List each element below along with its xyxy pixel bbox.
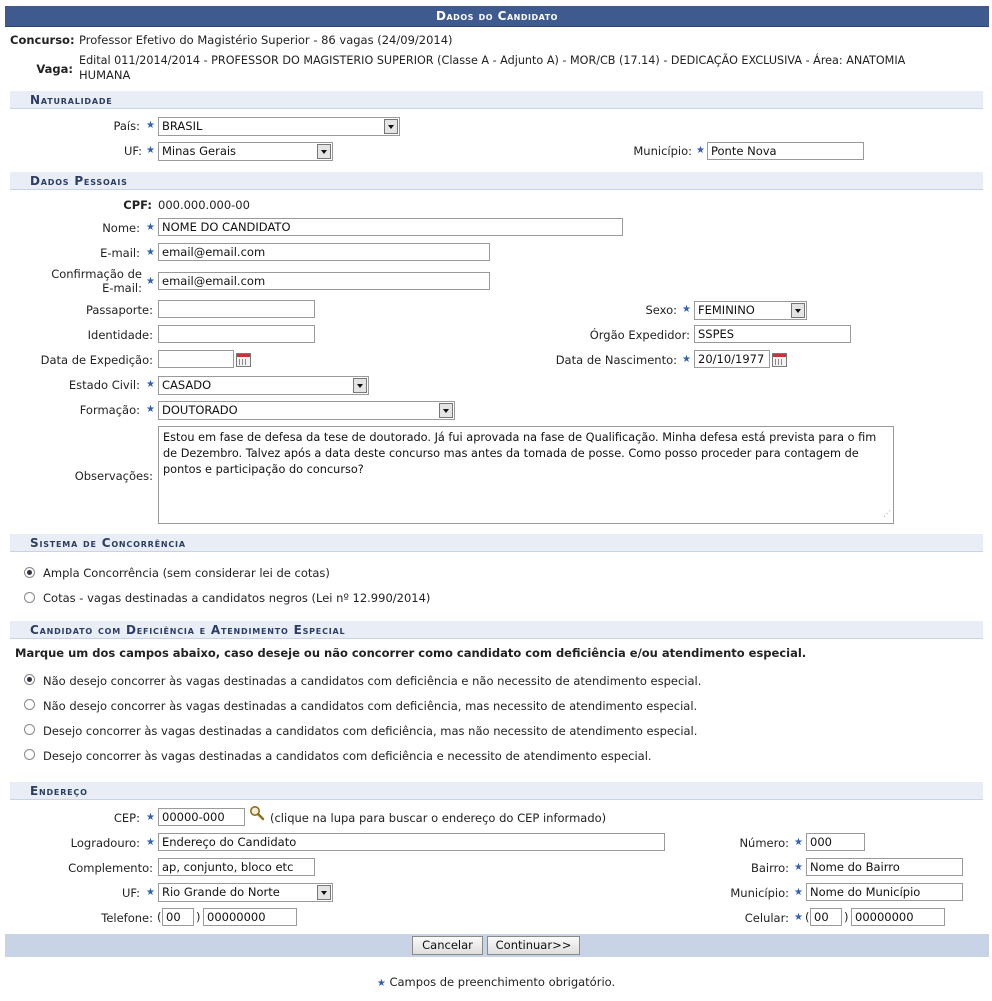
footer-text: Campos de preenchimento obrigatório.: [389, 975, 616, 989]
calendar-icon[interactable]: [236, 353, 251, 367]
observacoes-label: Observações:: [74, 469, 153, 483]
pais-select[interactable]: BRASIL: [158, 117, 400, 136]
required-star-icon: ★: [146, 276, 155, 287]
celular-paren-open: (: [805, 910, 810, 924]
telefone-label: Telefone:: [101, 911, 153, 925]
radio-ampla-concorrencia[interactable]: [24, 567, 35, 578]
municipio-endereco-input[interactable]: Nome do Município: [806, 883, 963, 901]
confirm-email-label-1: Confirmação de: [51, 267, 142, 281]
chevron-down-icon: [384, 119, 398, 134]
footer-note: [0, 975, 992, 989]
data-nascimento-label: Data de Nascimento:: [555, 353, 677, 367]
required-star-icon: ★: [794, 862, 803, 873]
cep-input[interactable]: 00000-000: [158, 808, 245, 826]
radio-deficiencia-option[interactable]: [24, 749, 35, 760]
concurso-value: Professor Efetivo do Magistério Superior - 86 vagas (24/09/2014): [79, 33, 453, 47]
celular-input[interactable]: 00000000: [851, 908, 945, 926]
radio-label: Não desejo concorrer às vagas destinadas a candidatos com deficiência, mas necessito de atendimento especial.: [43, 699, 698, 713]
complemento-input[interactable]: ap, conjunto, bloco etc: [158, 858, 315, 876]
data-expedicao-label: Data de Expedição:: [40, 353, 153, 367]
data-expedicao-input[interactable]: [158, 350, 234, 368]
required-star-icon: ★: [376, 978, 386, 989]
required-star-icon: ★: [794, 912, 803, 923]
required-star-icon: ★: [146, 222, 155, 233]
chevron-down-icon: [439, 403, 453, 418]
nome-label: Nome:: [102, 221, 140, 235]
section-endereco: Endereço: [10, 782, 983, 800]
municipio-input[interactable]: Ponte Nova: [707, 142, 864, 160]
telefone-paren-open: (: [157, 910, 162, 924]
logradouro-input[interactable]: Endereço do Candidato: [158, 833, 665, 851]
cep-hint: (clique na lupa para buscar o endereço do CEP informado): [270, 811, 607, 825]
concurso-label: Concurso:: [10, 33, 75, 47]
bairro-label: Bairro:: [750, 861, 789, 875]
search-icon[interactable]: [249, 805, 265, 821]
estado-civil-select[interactable]: CASADO: [158, 376, 369, 395]
identidade-label: Identidade:: [87, 328, 153, 342]
radio-deficiencia-option[interactable]: [24, 674, 35, 685]
confirm-email-input[interactable]: email@email.com: [158, 272, 490, 290]
chevron-down-icon: [791, 303, 805, 318]
section-naturalidade: Naturalidade: [10, 91, 983, 109]
required-star-icon: ★: [146, 145, 155, 156]
sexo-label: Sexo:: [645, 303, 677, 317]
radio-deficiencia-option[interactable]: [24, 699, 35, 710]
radio-deficiencia-option[interactable]: [24, 724, 35, 735]
obs-line: Estou em fase de defesa da tese de doutorado. Já fui aprovada na fase de Qualificação. Minha defesa está prevista para o fim: [163, 431, 877, 444]
orgao-expedidor-label: Órgão Expedidor:: [589, 328, 690, 342]
celular-paren-close: ): [844, 910, 849, 924]
calendar-icon[interactable]: [772, 353, 787, 367]
logradouro-label: Logradouro:: [70, 836, 140, 850]
passaporte-label: Passaporte:: [85, 303, 153, 317]
pais-label: País:: [113, 119, 140, 133]
telefone-ddd-input[interactable]: 00: [162, 908, 194, 926]
numero-label: Número:: [739, 836, 789, 850]
radio-label: Cotas - vagas destinadas a candidatos negros (Lei nº 12.990/2014): [43, 591, 431, 605]
telefone-input[interactable]: 00000000: [203, 908, 297, 926]
required-star-icon: ★: [146, 887, 155, 898]
confirm-email-label-2: E-mail:: [102, 281, 142, 295]
celular-ddd-input[interactable]: 00: [810, 908, 842, 926]
required-star-icon: ★: [682, 304, 691, 315]
radio-label: Ampla Concorrência (sem considerar lei de cotas): [43, 566, 330, 580]
uf-select[interactable]: Minas Gerais: [158, 142, 333, 161]
resize-grip-icon[interactable]: ⋰: [883, 509, 891, 518]
section-dados-pessoais: Dados Pessoais: [10, 172, 983, 190]
numero-input[interactable]: 000: [806, 833, 865, 851]
required-star-icon: ★: [146, 837, 155, 848]
obs-line: de Dezembro. Talvez após a data deste concurso mas antes da tomada de posse. Como posso proceder para contagem de: [163, 447, 859, 460]
chevron-down-icon: [317, 885, 331, 900]
required-star-icon: ★: [696, 145, 705, 156]
vaga-label: Vaga:: [36, 62, 73, 76]
deficiencia-instruction: Marque um dos campos abaixo, caso deseje ou não concorrer como candidato com deficiência e/ou atendimento especial.: [15, 646, 807, 660]
bairro-input[interactable]: Nome do Bairro: [806, 858, 963, 876]
required-star-icon: ★: [146, 404, 155, 415]
vaga-value-line2: HUMANA: [79, 68, 131, 82]
uf-endereco-select[interactable]: Rio Grande do Norte: [158, 883, 333, 902]
chevron-down-icon: [317, 144, 331, 159]
radio-label: Não desejo concorrer às vagas destinadas a candidatos com deficiência e não necessito de atendimento especial.: [43, 674, 702, 688]
required-star-icon: ★: [146, 812, 155, 823]
municipio-label: Município:: [633, 144, 692, 158]
cpf-value: 000.000.000-00: [158, 198, 250, 212]
chevron-down-icon: [353, 378, 367, 393]
cep-label: CEP:: [113, 811, 140, 825]
page-title: Dados do Candidato: [5, 6, 989, 27]
radio-label: Desejo concorrer às vagas destinadas a candidatos com deficiência e necessito de atendimento especial.: [43, 749, 652, 763]
cancel-button[interactable]: Cancelar: [412, 936, 483, 955]
celular-label: Celular:: [744, 911, 789, 925]
obs-line: pontos e participação do concurso?: [163, 463, 364, 476]
estado-civil-label: Estado Civil:: [68, 378, 140, 392]
observacoes-textarea[interactable]: [158, 426, 894, 524]
required-star-icon: ★: [146, 120, 155, 131]
telefone-paren-close: ): [196, 910, 201, 924]
required-star-icon: ★: [794, 837, 803, 848]
required-star-icon: ★: [146, 379, 155, 390]
cpf-label: CPF:: [123, 198, 152, 212]
radio-cotas[interactable]: [24, 592, 35, 603]
radio-label: Desejo concorrer às vagas destinadas a candidatos com deficiência, mas não necessito de atendimento especial.: [43, 724, 698, 738]
formacao-select[interactable]: DOUTORADO: [158, 401, 455, 420]
identidade-input[interactable]: [158, 325, 315, 343]
email-label: E-mail:: [100, 246, 140, 260]
data-nascimento-input[interactable]: 20/10/1977: [694, 350, 770, 368]
required-star-icon: ★: [146, 247, 155, 258]
orgao-expedidor-input[interactable]: SSPES: [694, 325, 851, 343]
required-star-icon: ★: [794, 887, 803, 898]
vaga-value-line1: Edital 011/2014/2014 - PROFESSOR DO MAGISTERIO SUPERIOR (Classe A - Adjunto A) - MOR/CB (17.14) - DEDICAÇÃO EXCLUSIVA - Área: ANATOMIA: [79, 54, 906, 67]
uf-label: UF:: [123, 144, 142, 158]
municipio-endereco-label: Município:: [730, 886, 789, 900]
section-sistema-concorrencia: Sistema de Concorrência: [10, 534, 983, 552]
formacao-label: Formação:: [79, 403, 140, 417]
complemento-label: Complemento:: [68, 861, 153, 875]
sexo-select[interactable]: FEMININO: [694, 301, 807, 320]
uf-endereco-label: UF:: [121, 886, 140, 900]
continue-button[interactable]: Continuar>>: [487, 936, 580, 955]
required-star-icon: ★: [682, 354, 691, 365]
passaporte-input[interactable]: [158, 300, 315, 318]
nome-input[interactable]: NOME DO CANDIDATO: [158, 218, 623, 236]
section-deficiencia: Candidato com Deficiência e Atendimento Especial: [10, 621, 983, 639]
email-input[interactable]: email@email.com: [158, 243, 490, 261]
